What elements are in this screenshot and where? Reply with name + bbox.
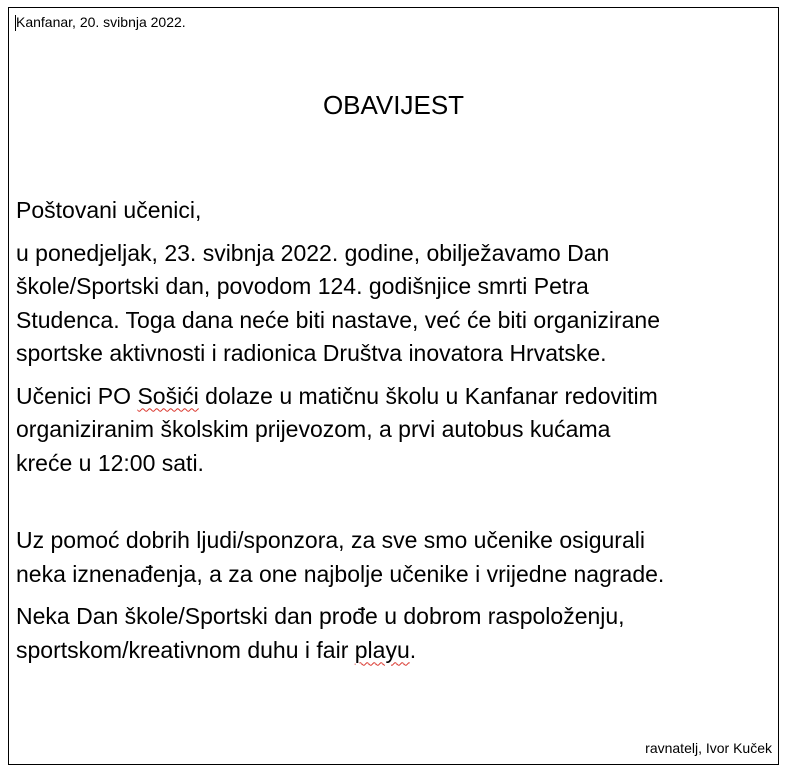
paragraph-1-line[interactable]: Studenca. Toga dana neće biti nastave, već će biti organizirane <box>16 306 660 333</box>
greeting[interactable]: Poštovani učenici, <box>16 197 202 223</box>
paragraph-1-line[interactable]: u ponedjeljak, 23. svibnja 2022. godine, obilježavamo Dan <box>16 239 610 266</box>
paragraph-3-line[interactable]: Uz pomoć dobrih ljudi/sponzora, za sve smo učenike osigurali <box>16 527 645 553</box>
text-run: . <box>409 636 417 663</box>
spellcheck-flagged-word[interactable]: playu <box>354 636 410 663</box>
document-title[interactable]: OBAVIJEST <box>322 90 465 120</box>
text-run: dolaze u matičnu školu u Kanfanar redovitim <box>198 382 658 409</box>
paragraph-3-line[interactable]: neka iznenađenja, a za one najbolje učenike i vrijedne nagrade. <box>16 560 665 587</box>
paragraph-2-line[interactable]: kreće u 12:00 sati. <box>16 449 204 476</box>
paragraph-4-line[interactable]: Neka Dan škole/Sportski dan prođe u dobrom raspoloženju, <box>16 603 625 629</box>
signature-line[interactable]: ravnatelj, Ivor Kuček <box>645 740 772 756</box>
document-page <box>8 7 779 765</box>
text-run: Učenici PO <box>16 382 138 409</box>
paragraph-1-line[interactable]: škole/Sportski dan, povodom 124. godišnjice smrti Petra <box>16 273 589 299</box>
paragraph-2-line[interactable] <box>16 380 776 414</box>
document-body[interactable] <box>16 194 776 667</box>
date-line[interactable]: Kanfanar, 20. svibnja 2022. <box>16 14 186 30</box>
paragraph-4-line[interactable] <box>16 634 776 668</box>
spellcheck-flagged-word[interactable]: Sošići <box>137 382 199 409</box>
paragraph-1-line[interactable]: sportske aktivnosti i radionica Društva inovatora Hrvatske. <box>16 340 607 366</box>
text-run: sportskom/kreativnom duhu i fair <box>16 636 355 663</box>
paragraph-2-line[interactable]: organiziranim školskim prijevozom, a prvi autobus kućama <box>16 416 611 442</box>
